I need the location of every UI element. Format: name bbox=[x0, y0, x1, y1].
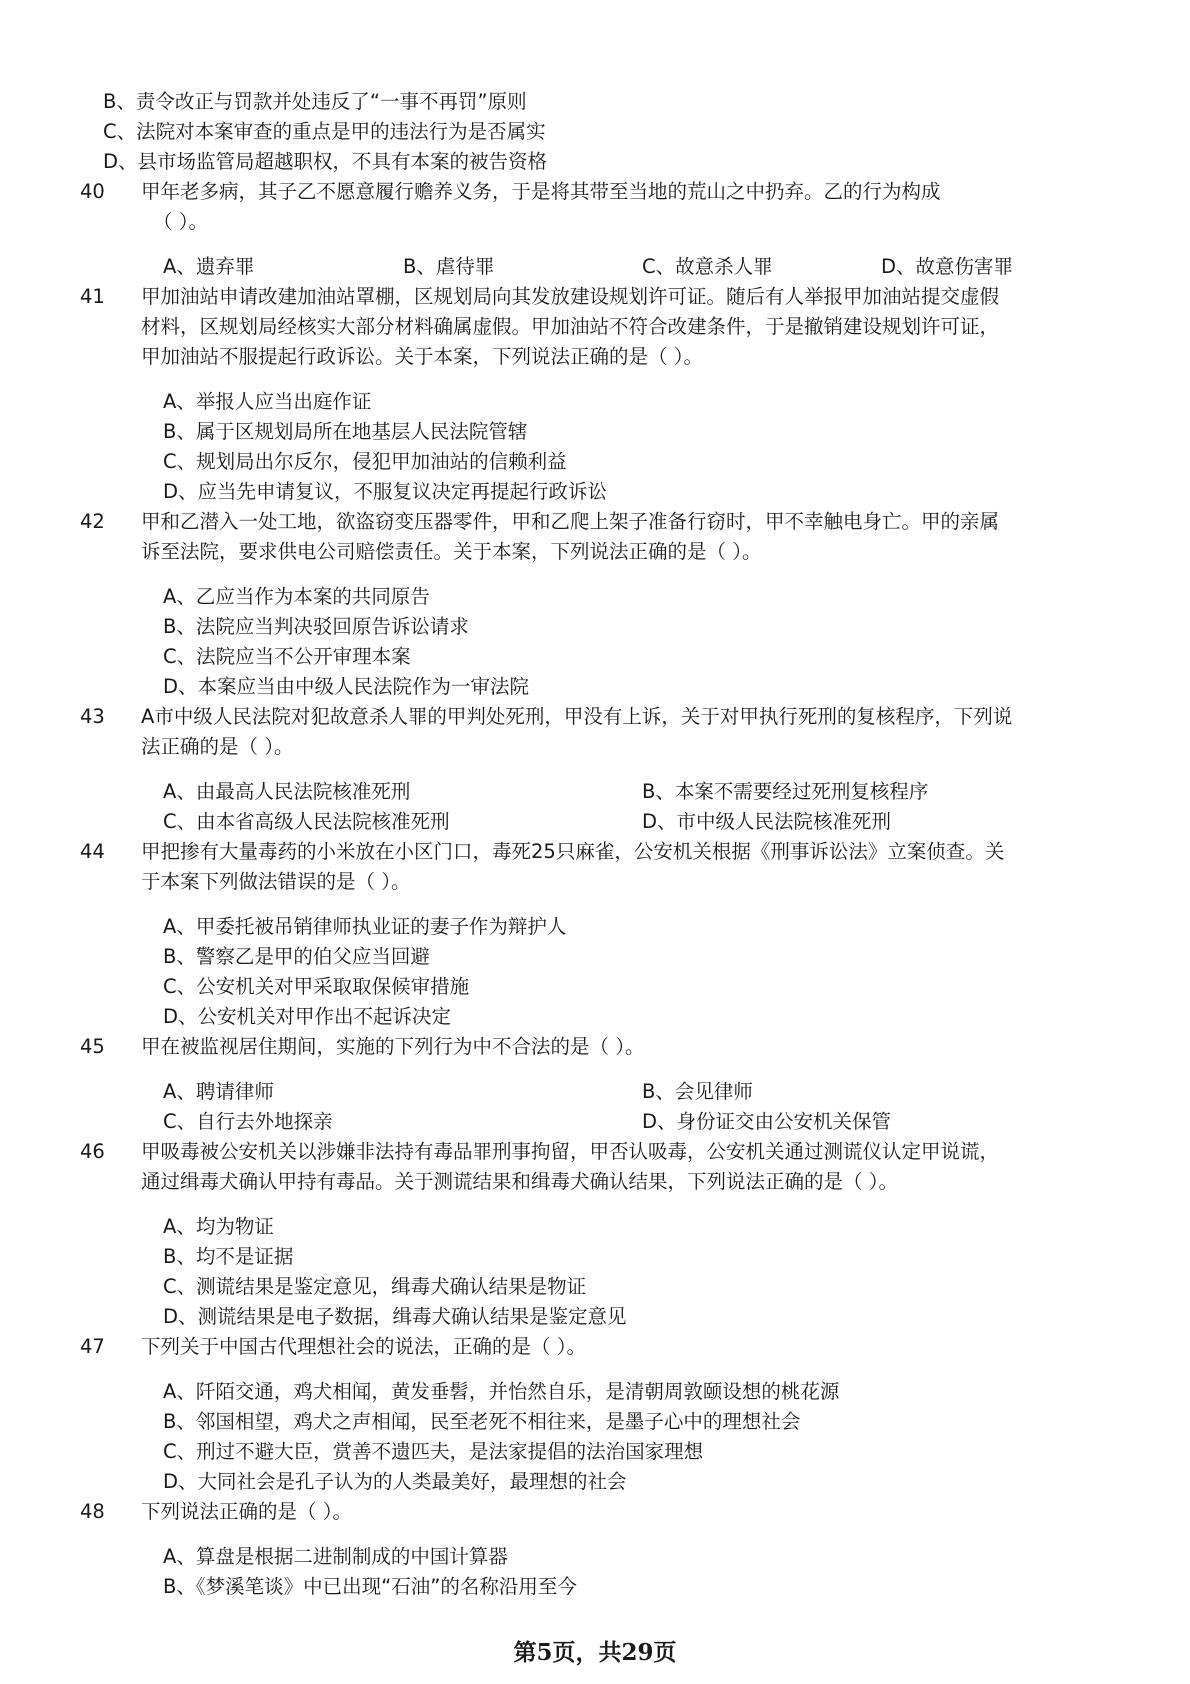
question-42-option-c: C、法院应当不公开审理本案 bbox=[163, 645, 411, 668]
question-41-option-d: D、应当先申请复议，不服复议决定再提起行政诉讼 bbox=[163, 480, 608, 503]
question-46-number: 46 bbox=[80, 1140, 105, 1163]
question-47-option-d: D、大同社会是孔子认为的人类最美好，最理想的社会 bbox=[163, 1470, 627, 1493]
question-47-stem: 下列关于中国古代理想社会的说法，正确的是（ ）。 bbox=[141, 1335, 586, 1358]
question-45-stem: 甲在被监视居住期间，实施的下列行为中不合法的是（ ）。 bbox=[141, 1035, 645, 1058]
question-46-option-b: B、均不是证据 bbox=[163, 1245, 294, 1268]
question-41-option-a: A、举报人应当出庭作证 bbox=[163, 390, 372, 413]
question-42-option-b: B、法院应当判决驳回原告诉讼请求 bbox=[163, 615, 469, 638]
question-43-option-b: B、本案不需要经过死刑复核程序 bbox=[642, 780, 929, 803]
question-41-option-b: B、属于区规划局所在地基层人民法院管辖 bbox=[163, 420, 528, 443]
question-43-option-a: A、由最高人民法院核准死刑 bbox=[163, 780, 411, 803]
question-42-stem-line-1: 甲和乙潜入一处工地，欲盗窃变压器零件，甲和乙爬上架子准备行窃时，甲不幸触电身亡。甲的亲属 bbox=[141, 510, 1000, 533]
question-44-number: 44 bbox=[80, 840, 105, 863]
question-43-option-c: C、由本省高级人民法院核准死刑 bbox=[163, 810, 450, 833]
question-46-stem-line-2: 通过缉毒犬确认甲持有毒品。关于测谎结果和缉毒犬确认结果，下列说法正确的是（ ）。 bbox=[141, 1170, 898, 1193]
question-42-option-d: D、本案应当由中级人民法院作为一审法院 bbox=[163, 675, 530, 698]
question-43-stem-line-2: 法正确的是（ ）。 bbox=[141, 735, 294, 758]
question-48-stem: 下列说法正确的是（ ）。 bbox=[141, 1500, 352, 1523]
question-45-option-d: D、身份证交由公安机关保管 bbox=[642, 1110, 892, 1133]
question-44-option-b: B、警察乙是甲的伯父应当回避 bbox=[163, 945, 430, 968]
question-43-stem-line-1: A市中级人民法院对犯故意杀人罪的甲判处死刑，甲没有上诉，关于对甲执行死刑的复核程序，下列说 bbox=[141, 705, 1013, 728]
option-c-previous: C、法院对本案审查的重点是甲的违法行为是否属实 bbox=[103, 120, 546, 143]
question-47-option-b: B、邻国相望，鸡犬之声相闻，民至老死不相往来，是墨子心中的理想社会 bbox=[163, 1410, 801, 1433]
question-43-option-d: D、市中级人民法院核准死刑 bbox=[642, 810, 892, 833]
question-43-number: 43 bbox=[80, 705, 105, 728]
question-46-option-c: C、测谎结果是鉴定意见，缉毒犬确认结果是物证 bbox=[163, 1275, 587, 1298]
question-40-option-a: A、遗弃罪 bbox=[163, 255, 255, 278]
page-footer: 第5页，共29页 bbox=[513, 1639, 677, 1666]
question-45-option-c: C、自行去外地探亲 bbox=[163, 1110, 333, 1133]
question-45-option-b: B、会见律师 bbox=[642, 1080, 753, 1103]
question-46-option-a: A、均为物证 bbox=[163, 1215, 274, 1238]
question-48-number: 48 bbox=[80, 1500, 105, 1523]
question-40-number: 40 bbox=[80, 180, 105, 203]
question-46-stem-line-1: 甲吸毒被公安机关以涉嫌非法持有毒品罪刑事拘留，甲否认吸毒，公安机关通过测谎仪认定甲说谎， bbox=[141, 1140, 1000, 1163]
question-48-option-b: B、《梦溪笔谈》中已出现“石油”的名称沿用至今 bbox=[163, 1575, 577, 1598]
question-47-option-c: C、刑过不避大臣，赏善不遗匹夫，是法家提倡的法治国家理想 bbox=[163, 1440, 704, 1463]
question-41-stem-line-2: 材料，区规划局经核实大部分材料确属虚假。甲加油站不符合改建条件，于是撤销建设规划许可证， bbox=[141, 315, 1000, 338]
question-44-stem-line-2: 于本案下列做法错误的是（ ）。 bbox=[141, 870, 411, 893]
question-40-stem: 甲年老多病，其子乙不愿意履行赡养义务，于是将其带至当地的荒山之中扔弃。乙的行为构成 bbox=[141, 180, 941, 203]
option-d-previous: D、县市场监管局超越职权，不具有本案的被告资格 bbox=[103, 150, 548, 173]
question-42-number: 42 bbox=[80, 510, 105, 533]
question-41-option-c: C、规划局出尔反尔，侵犯甲加油站的信赖利益 bbox=[163, 450, 567, 473]
question-42-option-a: A、乙应当作为本案的共同原告 bbox=[163, 585, 430, 608]
question-44-stem-line-1: 甲把掺有大量毒药的小米放在小区门口，毒死25只麻雀，公安机关根据《刑事诉讼法》立案侦查。关 bbox=[141, 840, 1005, 863]
question-47-option-a: A、阡陌交通，鸡犬相闻，黄发垂髫，并怡然自乐，是清朝周敦颐设想的桃花源 bbox=[163, 1380, 840, 1403]
question-40-blank: （ ）。 bbox=[153, 210, 208, 233]
question-44-option-c: C、公安机关对甲采取取保候审措施 bbox=[163, 975, 470, 998]
question-47-number: 47 bbox=[80, 1335, 105, 1358]
question-44-option-a: A、甲委托被吊销律师执业证的妻子作为辩护人 bbox=[163, 915, 567, 938]
question-45-option-a: A、聘请律师 bbox=[163, 1080, 274, 1103]
question-41-stem-line-3: 甲加油站不服提起行政诉讼。关于本案，下列说法正确的是（ ）。 bbox=[141, 345, 703, 368]
question-45-number: 45 bbox=[80, 1035, 105, 1058]
option-b-previous: B、责令改正与罚款并处违反了“一事不再罚”原则 bbox=[103, 90, 527, 113]
question-41-stem-line-1: 甲加油站申请改建加油站罩棚，区规划局向其发放建设规划许可证。随后有人举报甲加油站提交虚假 bbox=[141, 285, 1000, 308]
question-46-option-d: D、测谎结果是电子数据，缉毒犬确认结果是鉴定意见 bbox=[163, 1305, 627, 1328]
question-48-option-a: A、算盘是根据二进制制成的中国计算器 bbox=[163, 1545, 508, 1568]
question-42-stem-line-2: 诉至法院，要求供电公司赔偿责任。关于本案，下列说法正确的是（ ）。 bbox=[141, 540, 762, 563]
question-40-option-d: D、故意伤害罪 bbox=[881, 255, 1014, 278]
question-40-option-b: B、虐待罪 bbox=[403, 255, 495, 278]
question-44-option-d: D、公安机关对甲作出不起诉决定 bbox=[163, 1005, 452, 1028]
question-41-number: 41 bbox=[80, 285, 105, 308]
question-40-option-c: C、故意杀人罪 bbox=[642, 255, 773, 278]
